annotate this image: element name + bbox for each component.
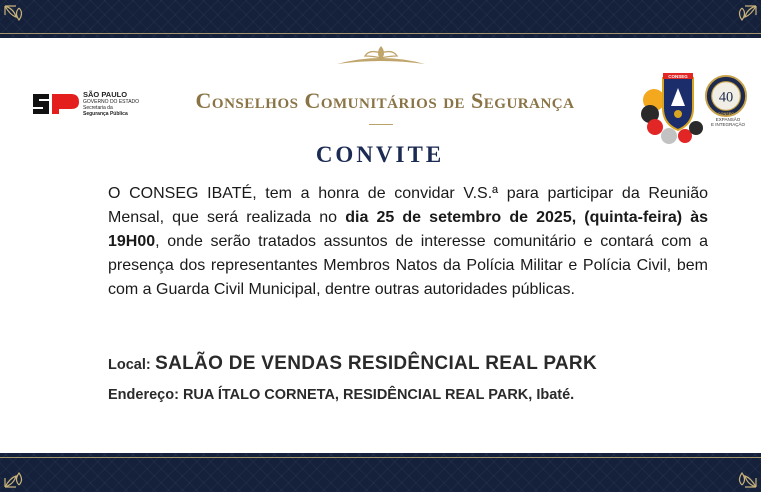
invitation-heading: CONVITE [315,142,445,167]
anos-ring-text: CONSEG [717,112,735,117]
meeting-date-time: dia 25 de setembro de 2025, (quinta-feira) às 19H00 [108,209,709,250]
address-label: Endereço: [108,387,179,403]
conseg-name: CONSEG IBATÉ [129,185,253,202]
anos-caption [706,117,750,127]
paragraph-part: O [108,185,130,202]
conseg-logo [641,70,707,145]
bottom-border-band [0,453,761,492]
sp-logo-line1: SÃO PAULO [83,90,128,99]
corner-ornament-icon [725,460,759,490]
anos-number: 40 [718,89,734,106]
sp-logo-line2: GOVERNO DO ESTADO [83,99,140,105]
corner-ornament-icon [725,3,759,33]
fleur-ornament-icon [335,44,427,70]
sp-logo-icon [31,90,81,116]
paragraph-part: , onde serão tratados assuntos de interesse comunitário e contará com a presença dos representantes Membros Natos da Polícia Militar e Polícia Civil, bem com a Guarda Civil Municipal, dentre outras autoridades públicas. [108,233,708,298]
conseg-badge-text: CONSEG [668,74,688,79]
anos-caption-line1: EXPANSÃO [715,117,741,122]
anos-caption-line2: E INTEGRAÇÃO [710,122,745,127]
paragraph-part: , tem a honra de convidar V.S.ª para participar da Reunião Mensal, que será realizada no [108,185,709,226]
title-divider [369,124,393,125]
sp-logo-line4: Segurança Pública [83,111,128,117]
address-line [108,387,748,403]
sp-logo-line3: Secretaria da [83,105,113,111]
location-value: SALÃO DE VENDAS RESIDÊNCIAL REAL PARK [155,353,597,374]
invitation-paragraph [108,182,708,302]
page-title: Conselhos Comunitários de Segurança [195,88,575,113]
top-border-band [0,0,761,38]
sao-paulo-government-logo [31,90,141,120]
location-label: Local: [108,357,151,373]
corner-ornament-icon [2,460,36,490]
location-line [108,353,728,375]
corner-ornament-icon [2,3,36,33]
address-value: RUA ÍTALO CORNETA, RESIDÊNCIAL REAL PARK, Ibaté. [182,387,575,403]
